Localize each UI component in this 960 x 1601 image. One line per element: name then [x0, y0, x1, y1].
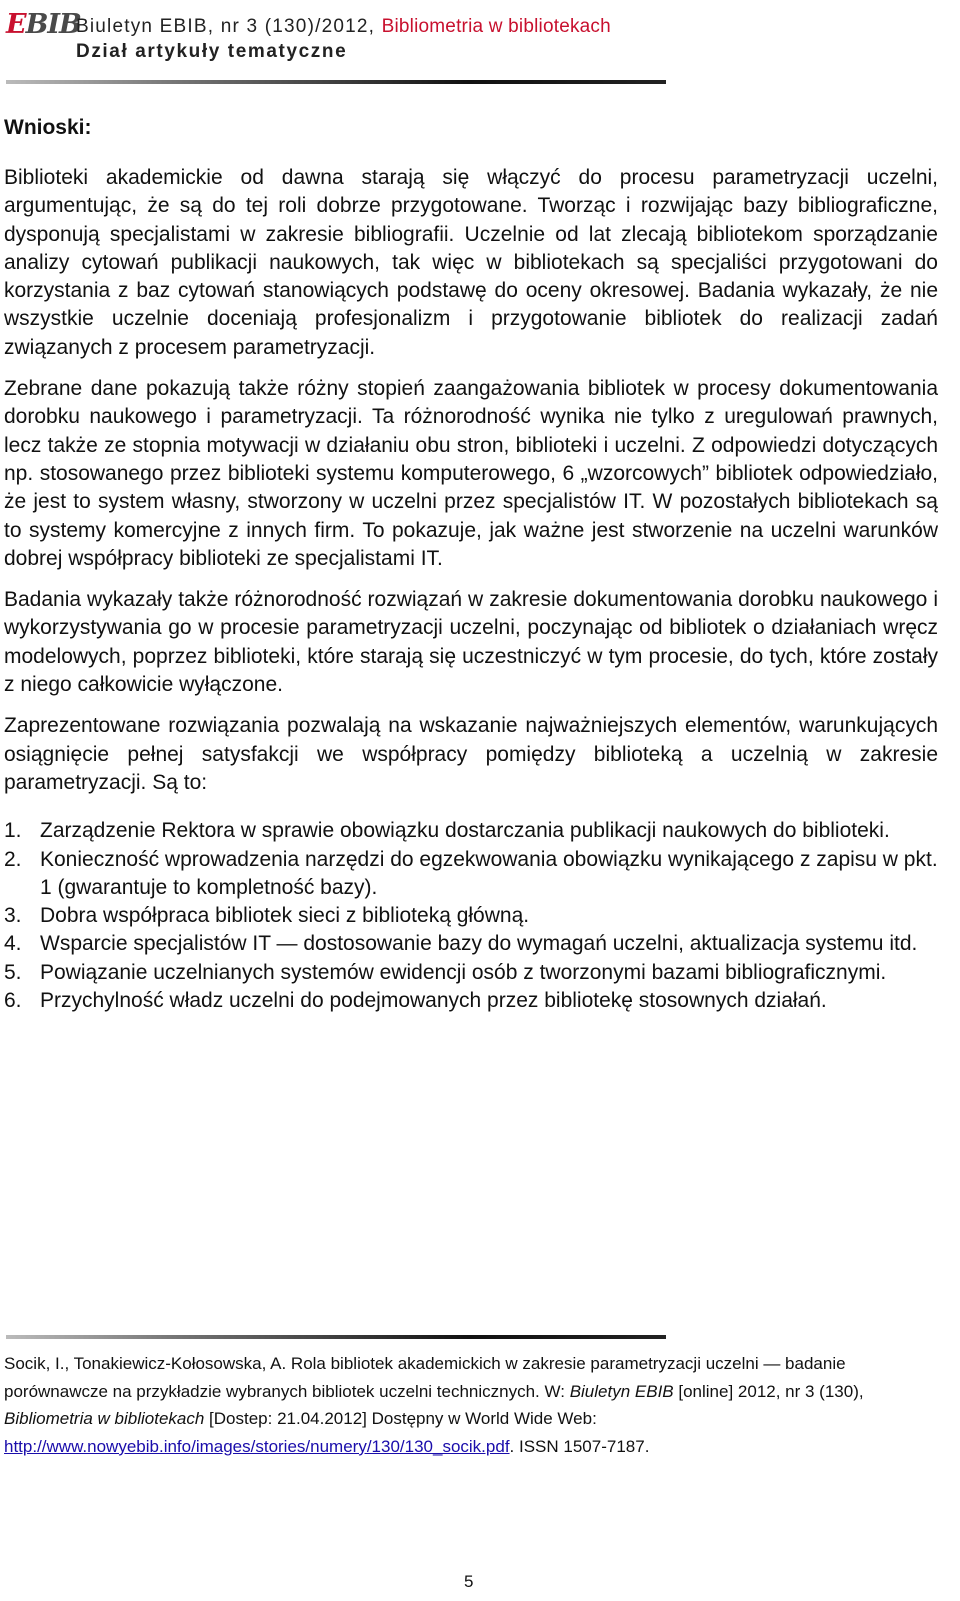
citation-issue: [online] 2012, nr 3 (130), — [673, 1381, 864, 1401]
article-body — [4, 164, 938, 1015]
citation-authors-title: Socik, I., Tonakiewicz-Kołosowska, A. Rola bibliotek akademickich w zakresie parametryzacji uczelni — badanie porównawcze na przykładzie wybranych bibliotek uczelni technicznych. W: — [4, 1354, 846, 1401]
citation-access: [Dostep: 21.04.2012] Dostępny w World Wide Web: — [204, 1409, 597, 1429]
citation-journal: Biuletyn EBIB — [569, 1381, 674, 1401]
list-item-number: 6. — [4, 989, 22, 1013]
list-item — [4, 987, 938, 1015]
list-item — [4, 902, 938, 930]
paragraph: Zebrane dane pokazują także różny stopień zaangażowania bibliotek w procesy dokumentowania dorobku naukowego i parametryzacji. Ta różnorodność wynika nie tylko z uregulowań prawnych, lecz także ze stopnia motywacji w działaniu obu stron, biblioteki i uczelni. Z odpowiedzi dotyczących np. stosowanego przez biblioteki systemu komputerowego, 6 „wzorcowych” bibliotek odpowiedziało, że jest to system własny, stworzony w uczelni przez specjalistów IT. W pozostałych bibliotekach są to systemy komercyjne z innych firm. To pokazuje, jak ważne jest stworzenie na uczelni warunków dobrej współpracy biblioteki ze specjalistami IT. — [4, 377, 938, 570]
paragraph: Badania wykazały także różnorodność rozwiązań w zakresie dokumentowania dorobku naukowego i wykorzystywania go w procesie parametryzacji uczelni, poczynając od bibliotek o działaniach wręcz modelowych, poprzez biblioteki, które starają się uczestniczyć w tym procesie, do tych, które zostały z niego całkowicie wyłączone. — [4, 588, 938, 697]
header-journal-title: Biuletyn EBIB, nr 3 (130)/2012, — [76, 16, 382, 37]
section-heading: Wnioski: — [4, 116, 92, 139]
list-item-text: Przychylność władz uczelni do podejmowanych przez bibliotekę stosownych działań. — [40, 989, 827, 1013]
list-item-text: Wsparcie specjalistów IT — dostosowanie bazy do wymagań uczelni, aktualizacja systemu itd. — [40, 932, 918, 956]
header-issue-subtitle: Bibliometria w bibliotekach — [381, 16, 611, 37]
header-journal-line — [76, 16, 611, 38]
list-item-text: Konieczność wprowadzenia narzędzi do egzekwowania obowiązku wynikającego z zapisu w pkt. 1 (gwarantuje to kompletność bazy). — [40, 847, 938, 899]
list-item — [4, 959, 938, 987]
list-item-number: 4. — [4, 932, 22, 956]
list-item-text: Zarządzenie Rektora w sprawie obowiązku dostarczania publikacji naukowych do biblioteki. — [40, 819, 890, 843]
footer-divider — [6, 1335, 666, 1339]
citation-link[interactable]: http://www.nowyebib.info/images/stories/numery/130/130_socik.pdf — [4, 1436, 510, 1456]
paragraph: Biblioteki akademickie od dawna starają się włączyć do procesu parametryzacji uczelni, argumentując, że są do tej roli dobrze przygotowane. Tworząc i rozwijając bazy bibliograficzne, dysponują specjalistami w zakresie bibliografii. Uczelnie od lat zlecają bibliotekom sporządzanie analizy cytowań publikacji naukowych, tak więc w bibliotekach są specjaliści przygotowani do korzystania z baz cytowań stanowiących podstawę do oceny okresowej. Badania wykazały, że nie wszystkie uczelnie doceniają profesjonalizm i przygotowanie bibliotek do realizacji zadań związanych z procesem parametryzacji. — [4, 166, 938, 359]
list-item-number: 3. — [4, 904, 22, 928]
citation-issue-title: Bibliometria w bibliotekach — [4, 1409, 205, 1429]
citation — [4, 1350, 938, 1460]
header-section: Dział artykuły tematyczne — [76, 41, 348, 62]
list-item-text: Powiązanie uczelnianych systemów ewidencji osób z tworzonymi bazami bibliograficznymi. — [40, 960, 887, 984]
page-number: 5 — [464, 1572, 474, 1591]
paragraph: Zaprezentowane rozwiązania pozwalają na wskazanie najważniejszych elementów, warunkujących osiągnięcie pełnej satysfakcji we współpracy pomiędzy biblioteką a uczelnią w zakresie parametryzacji. Są to: — [4, 714, 938, 794]
list-item — [4, 930, 938, 958]
numbered-list — [4, 817, 938, 1015]
page-header — [0, 0, 960, 95]
list-item — [4, 817, 938, 845]
citation-issn: . ISSN 1507-7187. — [509, 1436, 650, 1456]
header-divider — [6, 80, 666, 84]
list-item-text: Dobra współpraca bibliotek sieci z biblioteką główną. — [40, 904, 530, 928]
list-item — [4, 846, 938, 903]
list-item-number: 1. — [4, 819, 22, 843]
list-item-number: 5. — [4, 960, 22, 984]
ebib-logo: EBIB — [6, 9, 81, 40]
list-item-number: 2. — [4, 847, 22, 871]
